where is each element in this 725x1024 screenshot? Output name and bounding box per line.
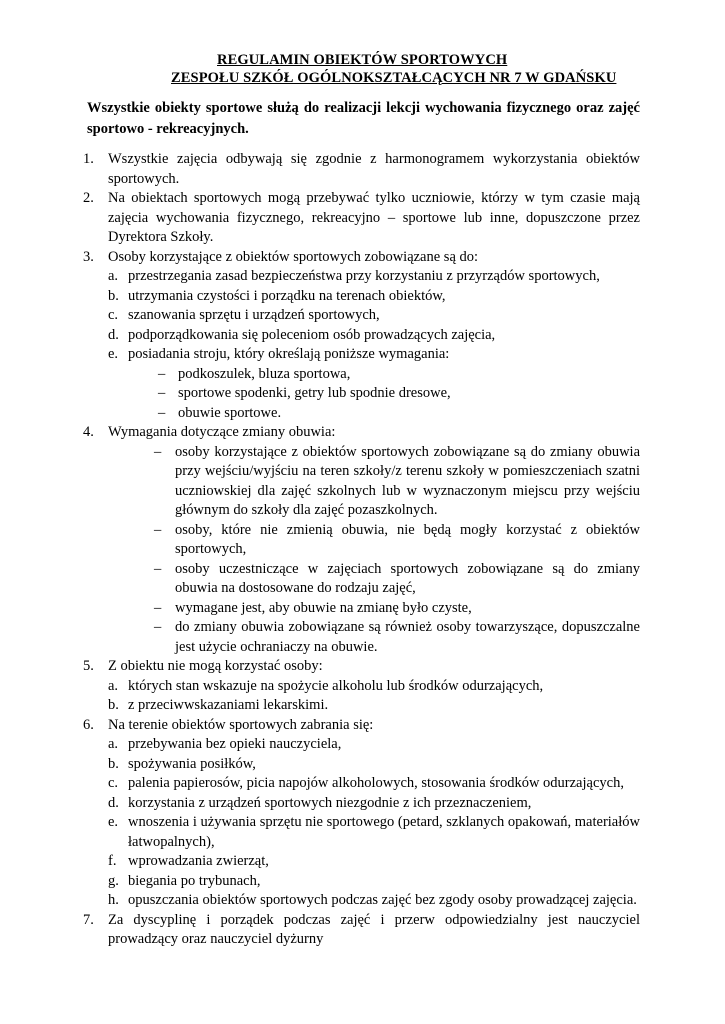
dash-item [108,618,640,657]
sub-item-label: f. [108,853,117,869]
list-item-5 [83,657,640,677]
document-title-line-1: REGULAMIN OBIEKTÓW SPORTOWYCH [217,52,508,68]
list-item-6-subs [83,735,640,911]
item-number: 2. [83,190,94,206]
dash-bullet-icon: – [154,443,162,460]
regulation-list [83,150,640,950]
sub-item [108,852,640,872]
item-number: 4. [83,424,94,440]
sub-item [108,774,640,794]
sub-item-label: c. [108,775,119,791]
dash-bullet-icon: – [154,560,162,577]
sub-item [108,267,640,287]
sub-item-label: d. [108,794,119,811]
dash-item-text: sportowe spodenki, getry lub spodnie dresowe, [178,385,451,401]
sub-item [108,755,640,775]
sub-item-label: g. [108,872,119,889]
sub-item-text: podporządkowania się poleceniom osób prowadzących zajęcia, [128,326,496,343]
dash-bullet-icon: – [158,404,166,421]
sub-item [108,872,640,892]
list-item-1 [83,150,640,189]
sub-item-text: palenia papierosów, picia napojów alkoholowych, stosowania środków odurzających, [128,775,624,791]
dash-item-text: do zmiany obuwia zobowiązane są również osoby towarzyszące, dopuszczalne jest użycie ochraniaczy na obuwie. [175,619,640,655]
dash-item-text: osoby, które nie zmienią obuwia, nie będą mogły korzystać z obiektów sportowych, [175,521,640,557]
document-title-line-2: ZESPOŁU SZKÓŁ OGÓLNOKSZTAŁCĄCYCH NR 7 W GDAŃSKU [171,70,617,86]
sub-item-label: b. [108,755,119,772]
sub-item [108,345,640,365]
sub-item-label: a. [108,736,119,752]
sub-item-label: e. [108,814,119,830]
sub-item-label: b. [108,287,119,304]
sub-item-text: biegania po trybunach, [128,872,261,889]
item-text: Wszystkie zajęcia odbywają się zgodnie z harmonogramem wykorzystania obiektów sportowych. [108,151,640,187]
sub-item-text: opuszczania obiektów sportowych podczas zajęć bez zgody osoby prowadzącej zajęcia. [128,892,637,908]
sub-item-label: e. [108,346,119,362]
sub-item [108,696,640,716]
dash-bullet-icon: – [154,599,162,616]
item-text: Na terenie obiektów sportowych zabrania się: [108,716,374,733]
item-text: Za dyscyplinę i porządek podczas zajęć i przerw odpowiedzialny jest nauczyciel prowadzący oraz nauczyciel dyżurny [108,911,640,947]
sub-item [108,306,640,326]
sub-item-text: wnoszenia i używania sprzętu nie sportowego (petard, szklanych opakowań, materiałów łatwopalnych), [128,814,640,850]
dash-item [108,365,640,385]
dash-item-text: podkoszulek, bluza sportowa, [178,365,351,382]
item-text: Na obiektach sportowych mogą przebywać tylko uczniowie, którzy w tym czasie mają zajęcia wychowania fizycznego, rekreacyjno – sportowe lub inne, dopuszczone przez Dyrektora Szkoły. [108,190,640,245]
item-number: 3. [83,248,94,265]
sub-item-label: c. [108,307,119,323]
item-number: 1. [83,151,94,167]
dash-bullet-icon: – [154,521,162,538]
item-text: Wymagania dotyczące zmiany obuwia: [108,424,336,440]
item-number: 7. [83,911,94,928]
sub-item-text: przestrzegania zasad bezpieczeństwa przy korzystaniu z przyrządów sportowych, [128,268,600,284]
dash-bullet-icon: – [154,619,162,635]
dash-bullet-icon: – [158,365,166,382]
dash-item [108,404,640,424]
dash-item [108,560,640,599]
sub-item-text: utrzymania czystości i porządku na terenach obiektów, [128,287,446,304]
sub-item [108,813,640,852]
list-item-4-dashes [83,443,640,658]
sub-item [108,326,640,346]
sub-item-label: b. [108,697,119,713]
item-number: 5. [83,658,94,674]
dash-item-text: osoby korzystające z obiektów sportowych zobowiązane są do zmiany obuwia przy wejściu/wyjściu na teren szkoły/z terenu szkoły w pomieszczeniach szatni uczniowskiej dla zajęć szkolnych lub w wyznaczonym miejscu przy wejściu głównym do szkoły dla zajęć pozaszkolnych. [175,443,640,518]
list-item-7 [83,911,640,950]
list-item-3 [83,248,640,268]
item-text: Osoby korzystające z obiektów sportowych zobowiązane są do: [108,248,479,265]
sub-item-label: d. [108,326,119,343]
sub-item [108,794,640,814]
list-item-5-subs [83,677,640,716]
sub-item-text: spożywania posiłków, [128,755,256,772]
sub-item-text: wprowadzania zwierząt, [128,853,269,869]
list-item-3-subs [83,267,640,423]
sub-item [108,891,640,911]
sub-item-text: przebywania bez opieki nauczyciela, [128,736,342,752]
intro-paragraph: Wszystkie obiekty sportowe służą do realizacji lekcji wychowania fizycznego oraz zajęć sportowo - rekreacyjnych. [87,100,640,137]
sub-item-label: h. [108,892,119,908]
dash-item-text: osoby uczestniczące w zajęciach sportowych zobowiązane są do zmiany obuwia na dostosowane do rodzaju zajęć, [175,560,640,596]
dash-item-text: obuwie sportowe. [178,404,282,421]
dash-bullet-icon: – [158,385,166,401]
sub-item-text: szanowania sprzętu i urządzeń sportowych, [128,307,380,323]
item-number: 6. [83,716,94,733]
dash-item [108,443,640,521]
dash-item [108,599,640,619]
dash-item [108,384,640,404]
sub-item-label: a. [108,677,119,694]
list-item-2 [83,189,640,248]
dash-item-text: wymagane jest, aby obuwie na zmianę było czyste, [175,599,472,616]
sub-item-text: z przeciwwskazaniami lekarskimi. [128,697,329,713]
sub-item [108,677,640,697]
list-item-4 [83,423,640,443]
sub-item [108,287,640,307]
sub-item-text: posiadania stroju, który określają poniższe wymagania: [128,346,450,362]
sub-item-text: korzystania z urządzeń sportowych niezgodnie z ich przeznaczeniem, [128,794,532,811]
sub-item-label: a. [108,268,119,284]
item-text: Z obiektu nie mogą korzystać osoby: [108,658,323,674]
sub-item-text: których stan wskazuje na spożycie alkoholu lub środków odurzających, [128,677,544,694]
sub-item [108,735,640,755]
list-item-6 [83,716,640,736]
dash-item [108,521,640,560]
